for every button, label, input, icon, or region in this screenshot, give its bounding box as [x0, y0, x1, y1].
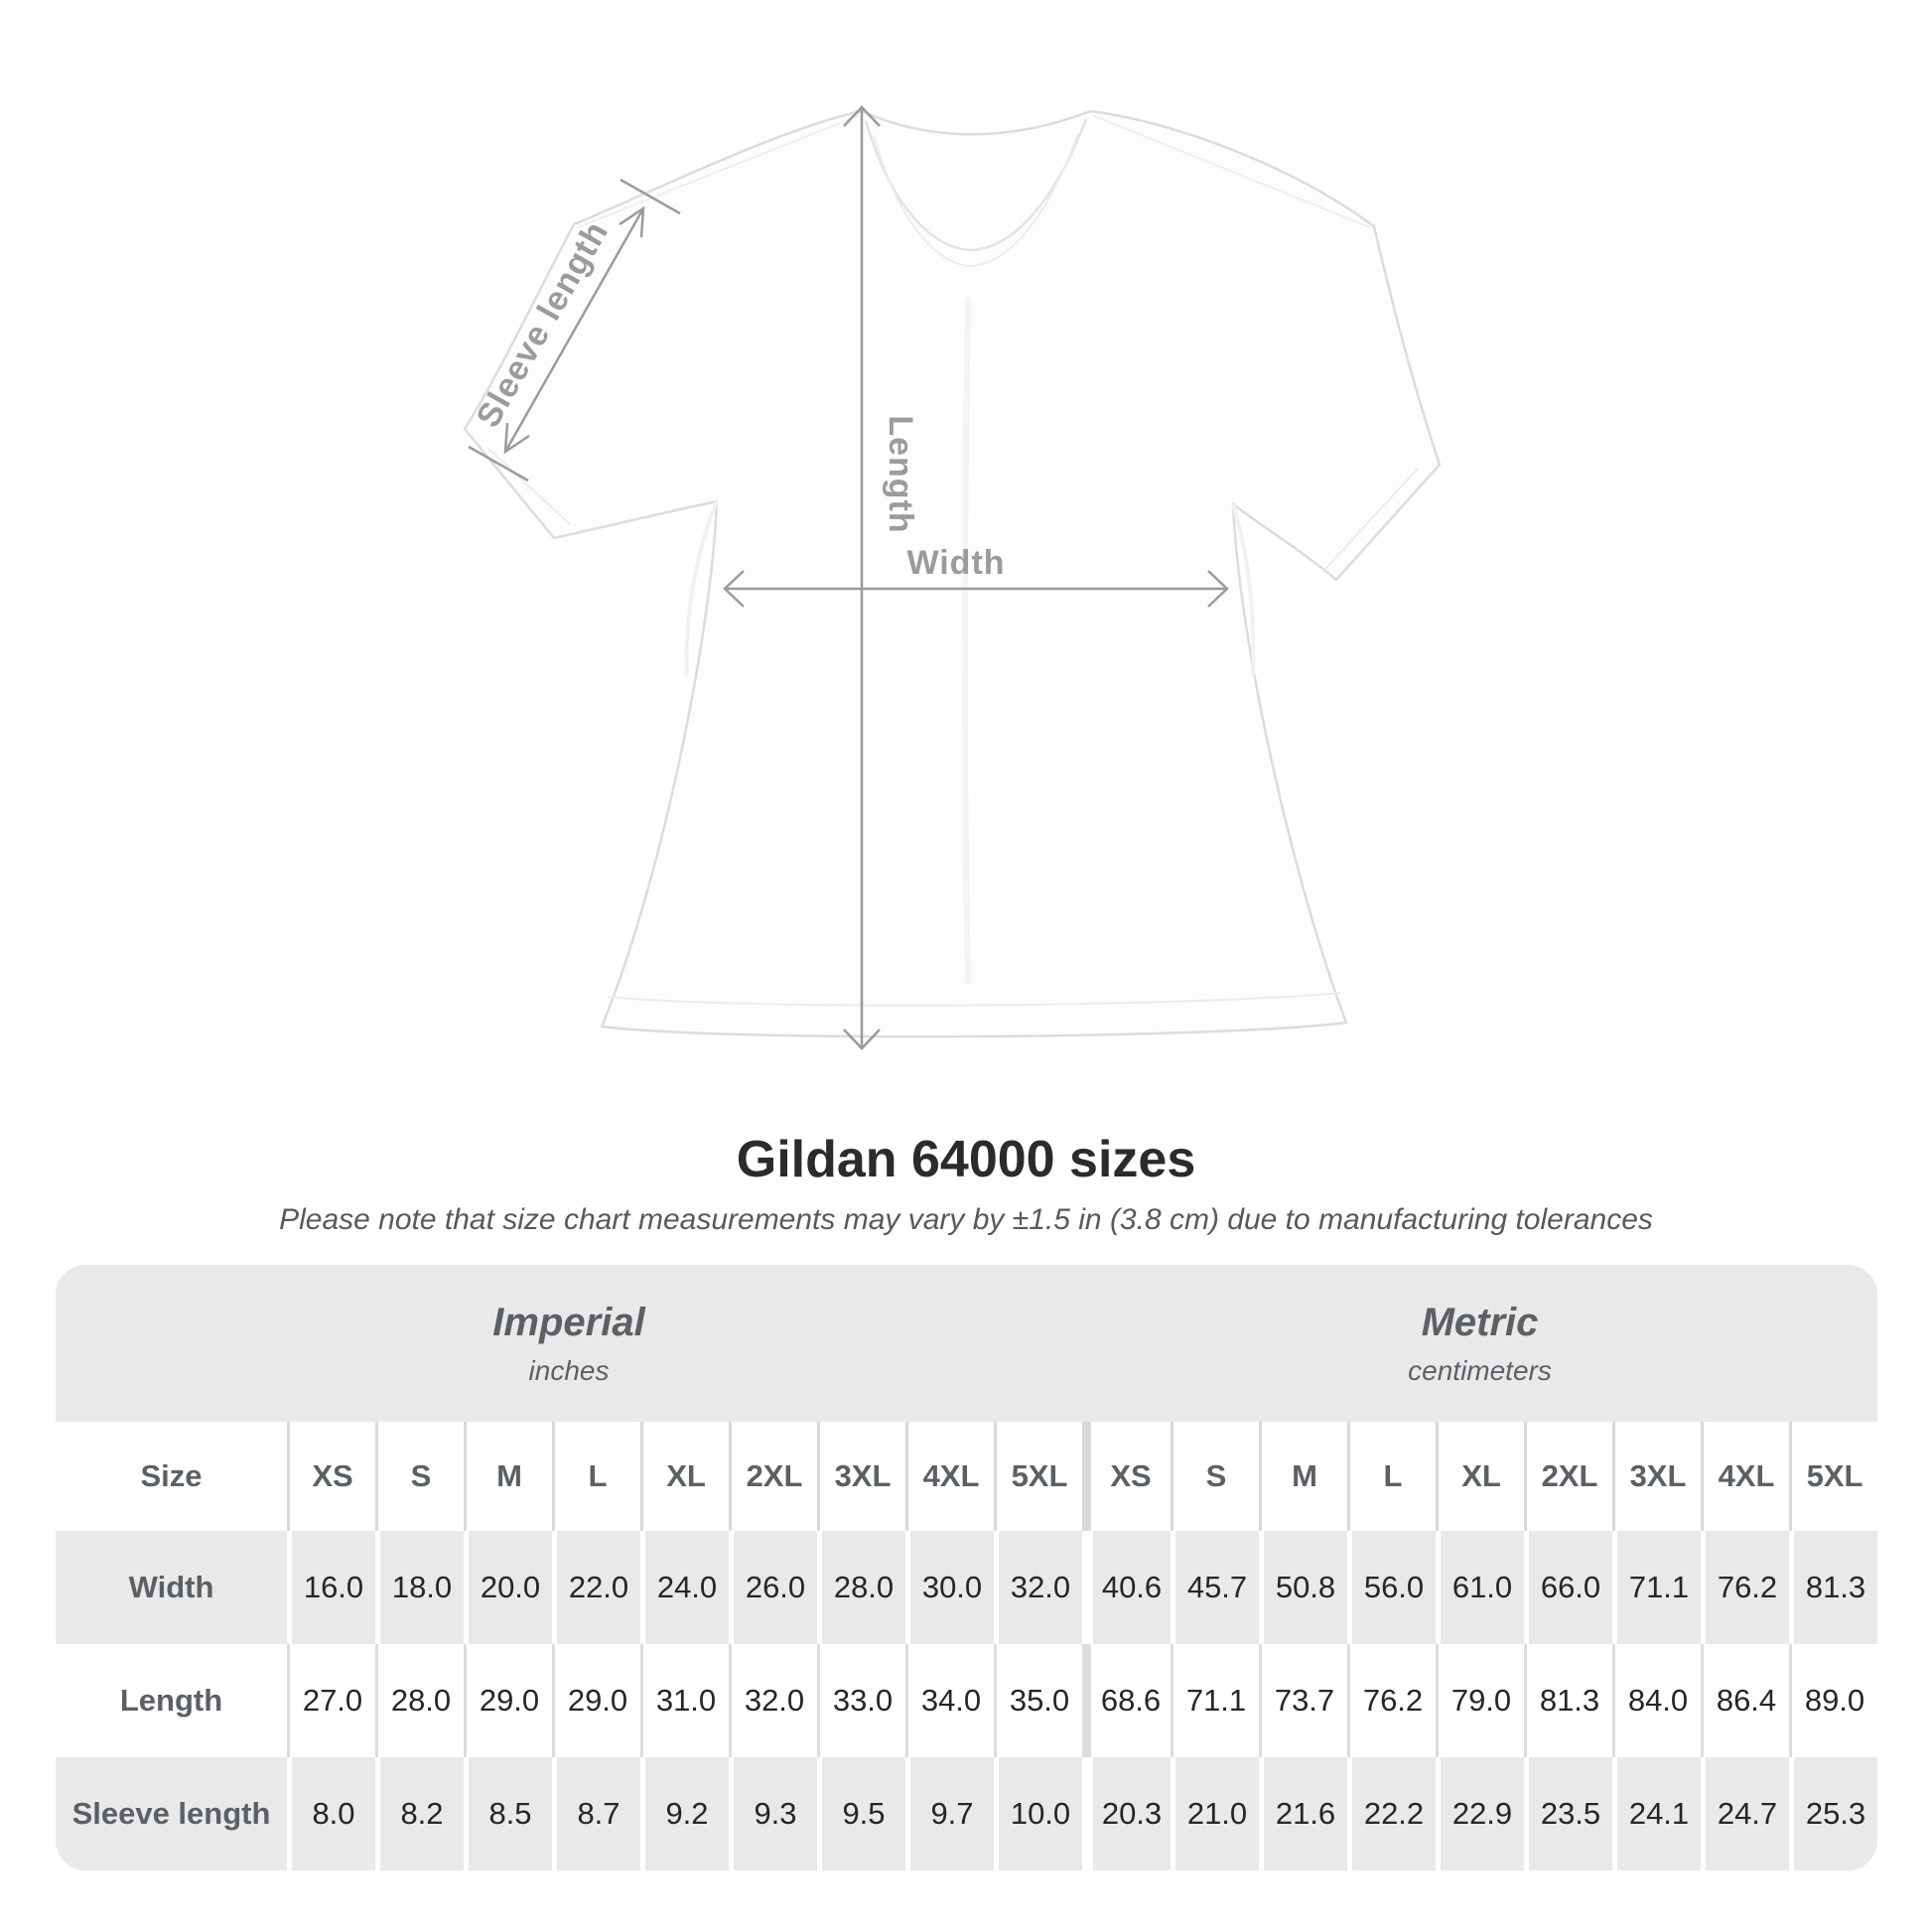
- table-cell: 81.3: [1524, 1644, 1612, 1757]
- table-cell: 81.3: [1789, 1531, 1877, 1644]
- width-row: [56, 1531, 1877, 1644]
- table-cell: 89.0: [1789, 1644, 1877, 1757]
- table-cell: 45.7: [1171, 1531, 1259, 1644]
- row-label: Sleeve length: [71, 1796, 271, 1831]
- size-header: 3XL: [817, 1422, 905, 1531]
- sleeve-length-row: [56, 1757, 1877, 1870]
- size-header: XS: [287, 1422, 375, 1531]
- table-cell: 84.0: [1612, 1644, 1701, 1757]
- imperial-group-header: [56, 1265, 1082, 1422]
- table-cell: 86.4: [1701, 1644, 1789, 1757]
- table-cell: 16.0: [287, 1531, 375, 1644]
- size-header-row: [56, 1422, 1877, 1531]
- table-cell: 21.6: [1259, 1757, 1347, 1870]
- table-cell: 32.0: [729, 1644, 817, 1757]
- table-cell: 73.7: [1259, 1644, 1347, 1757]
- length-row: [56, 1644, 1877, 1757]
- table-cell: 27.0: [287, 1644, 375, 1757]
- length-label: Length: [882, 415, 919, 534]
- table-cell: 31.0: [640, 1644, 729, 1757]
- imperial-group-unit: inches: [528, 1354, 610, 1386]
- size-header: 2XL: [1524, 1422, 1612, 1531]
- table-cell: 28.0: [375, 1644, 464, 1757]
- table-cell: 23.5: [1524, 1757, 1612, 1870]
- table-cell: 56.0: [1347, 1531, 1436, 1644]
- size-header: 2XL: [729, 1422, 817, 1531]
- size-table: [56, 1265, 1877, 1870]
- table-cell: 35.0: [994, 1644, 1082, 1757]
- table-cell: 9.5: [817, 1757, 905, 1870]
- table-cell: 24.1: [1612, 1757, 1701, 1870]
- table-cell: 8.2: [375, 1757, 464, 1870]
- table-cell: 10.0: [994, 1757, 1082, 1870]
- table-cell: 76.2: [1701, 1531, 1789, 1644]
- table-cell: 29.0: [464, 1644, 552, 1757]
- unit-group-header: [56, 1265, 1877, 1422]
- table-cell: 9.7: [905, 1757, 994, 1870]
- sleeve-length-label: Sleeve length: [469, 214, 617, 434]
- metric-group-title: Metric: [1421, 1300, 1539, 1344]
- table-cell: 22.0: [552, 1531, 640, 1644]
- table-cell: 32.0: [994, 1531, 1082, 1644]
- table-cell: 40.6: [1082, 1531, 1171, 1644]
- table-cell: 21.0: [1171, 1757, 1259, 1870]
- table-cell: 22.2: [1347, 1757, 1436, 1870]
- metric-group-header: [1082, 1265, 1877, 1422]
- size-header: M: [1259, 1422, 1347, 1531]
- width-label: Width: [906, 544, 1006, 582]
- size-header: XL: [1436, 1422, 1524, 1531]
- size-header: XS: [1082, 1422, 1171, 1531]
- table-cell: 29.0: [552, 1644, 640, 1757]
- table-cell: 20.0: [464, 1531, 552, 1644]
- table-cell: 79.0: [1436, 1644, 1524, 1757]
- table-cell: 30.0: [905, 1531, 994, 1644]
- table-cell: 68.6: [1082, 1644, 1171, 1757]
- table-cell: 8.7: [552, 1757, 640, 1870]
- table-cell: 20.3: [1082, 1757, 1171, 1870]
- size-header: L: [552, 1422, 640, 1531]
- table-cell: 66.0: [1524, 1531, 1612, 1644]
- table-cell: 33.0: [817, 1644, 905, 1757]
- size-header: 3XL: [1612, 1422, 1701, 1531]
- table-cell: 22.9: [1436, 1757, 1524, 1870]
- table-cell: 26.0: [729, 1531, 817, 1644]
- size-column-label: Size: [140, 1458, 203, 1493]
- table-cell: 25.3: [1789, 1757, 1877, 1870]
- table-cell: 9.3: [729, 1757, 817, 1870]
- table-cell: 71.1: [1612, 1531, 1701, 1644]
- table-cell: 61.0: [1436, 1531, 1524, 1644]
- page-title: Gildan 64000 sizes: [736, 1131, 1196, 1188]
- tolerance-note: Please note that size chart measurements may vary by ±1.5 in (3.8 cm) due to manufacturing tolerances: [279, 1203, 1653, 1236]
- table-cell: 34.0: [905, 1644, 994, 1757]
- size-header: M: [464, 1422, 552, 1531]
- table-cell: 76.2: [1347, 1644, 1436, 1757]
- row-label: Width: [128, 1570, 214, 1604]
- row-label: Length: [119, 1683, 223, 1718]
- metric-group-unit: centimeters: [1408, 1354, 1552, 1386]
- size-header: L: [1347, 1422, 1436, 1531]
- size-header: 5XL: [994, 1422, 1082, 1531]
- table-cell: 8.0: [287, 1757, 375, 1870]
- size-header: XL: [640, 1422, 729, 1531]
- table-cell: 71.1: [1171, 1644, 1259, 1757]
- table-cell: 50.8: [1259, 1531, 1347, 1644]
- table-cell: 28.0: [817, 1531, 905, 1644]
- size-header: S: [375, 1422, 464, 1531]
- size-header: S: [1171, 1422, 1259, 1531]
- table-cell: 24.7: [1701, 1757, 1789, 1870]
- table-cell: 9.2: [640, 1757, 729, 1870]
- table-cell: 8.5: [464, 1757, 552, 1870]
- table-cell: 18.0: [375, 1531, 464, 1644]
- size-header: 4XL: [905, 1422, 994, 1531]
- size-header: 4XL: [1701, 1422, 1789, 1531]
- imperial-group-title: Imperial: [492, 1300, 645, 1344]
- size-header: 5XL: [1789, 1422, 1877, 1531]
- table-cell: 24.0: [640, 1531, 729, 1644]
